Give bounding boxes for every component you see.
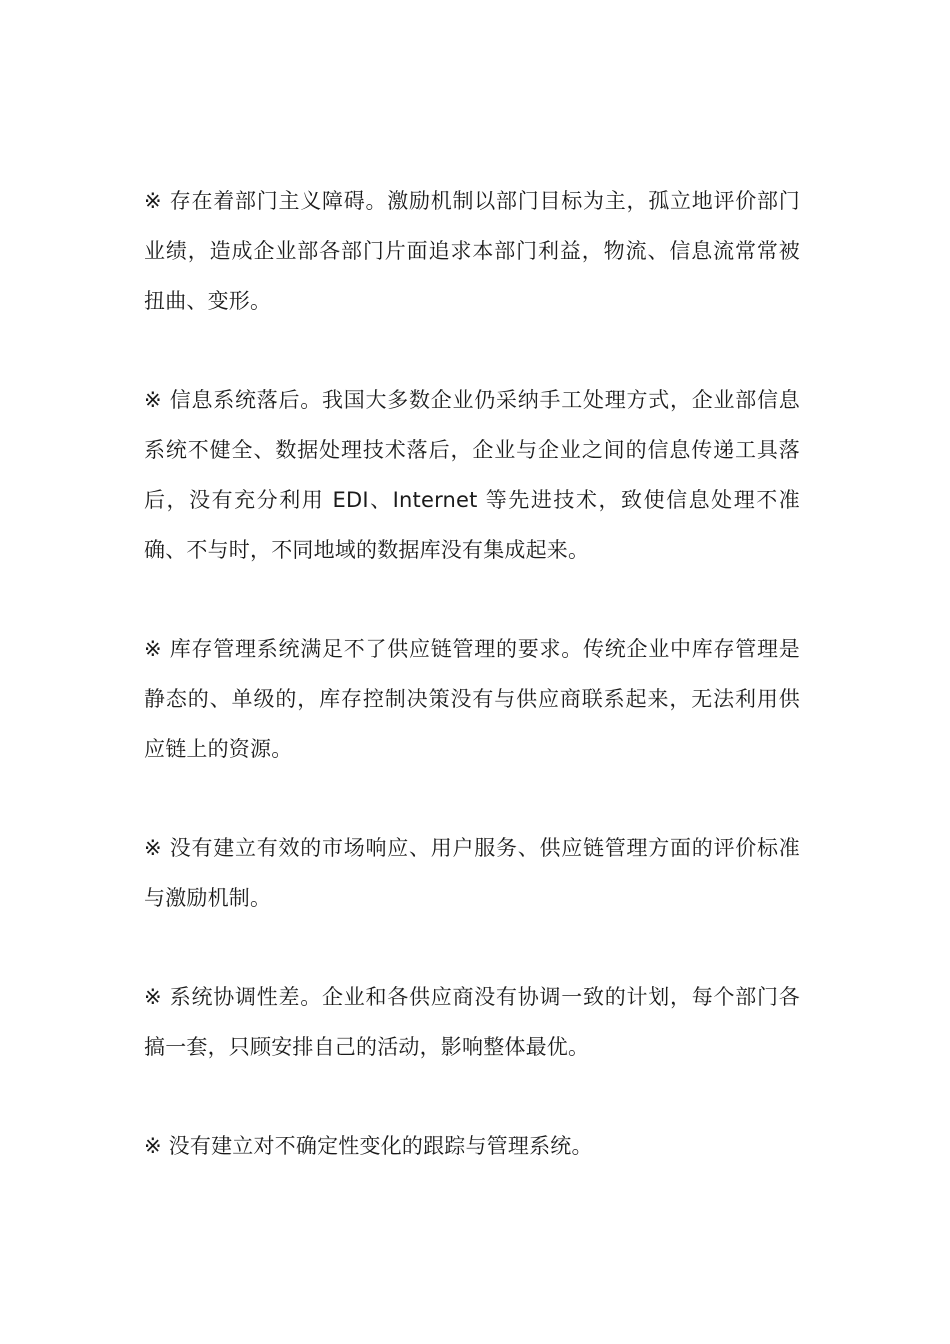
paragraph-inventory-management: ※ 库存管理系统满足不了供应链管理的要求。传统企业中库存管理是静态的、单级的，库存控制决策没有与供应商联系起来，无法利用供应链上的资源。 bbox=[144, 637, 800, 761]
paragraph-system-coordination: ※ 系统协调性差。企业和各供应商没有协调一致的计划，每个部门各搞一套，只顾安排自己的活动，影响整体最优。 bbox=[144, 985, 800, 1059]
document-body bbox=[144, 176, 800, 1171]
paragraph-uncertainty-tracking: ※ 没有建立对不确定性变化的跟踪与管理系统。 bbox=[144, 1134, 593, 1158]
paragraph-departmentalism: ※ 存在着部门主义障碍。激励机制以部门目标为主，孤立地评价部门业绩，造成企业部各部门片面追求本部门利益，物流、信息流常常被扭曲、变形。 bbox=[144, 189, 800, 313]
paragraph-evaluation-standards: ※ 没有建立有效的市场响应、用户服务、供应链管理方面的评价标准与激励机制。 bbox=[144, 836, 800, 910]
paragraph-information-system: ※ 信息系统落后。我国大多数企业仍采纳手工处理方式，企业部信息系统不健全、数据处理技术落后，企业与企业之间的信息传递工具落后，没有充分利用 EDI、Internet 等先进技术，致使信息处理不准确、不与时，不同地域的数据库没有集成起来。 bbox=[144, 388, 800, 562]
